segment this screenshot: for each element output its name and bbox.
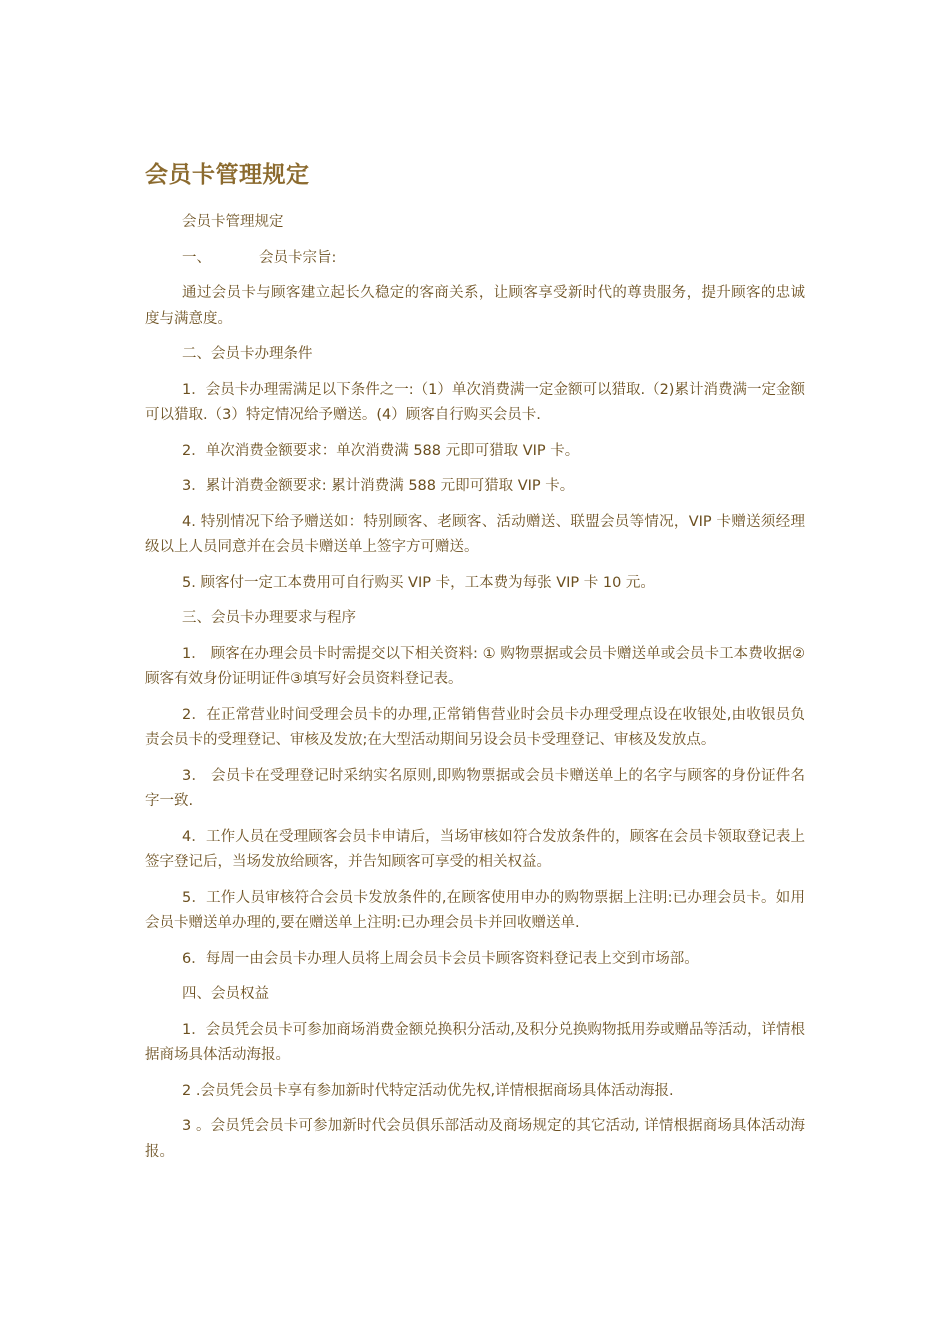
section3-item-6: 6．每周一由会员卡办理人员将上周会员卡会员卡顾客资料登记表上交到市场部。: [182, 950, 699, 967]
section2-item-2: 2．单次消费金额要求：单次消费满 588 元即可猎取 VIP 卡。: [182, 442, 580, 459]
section3-item-2: 2．在正常营业时间受理会员卡的办理,正常销售营业时会员卡办理受理点设在收银处,由收银员负责会员卡的受理登记、审核及发放;在大型活动期间另设会员卡受理登记、审核及发放点。: [145, 706, 805, 748]
section3-item-3: 3． 会员卡在受理登记时采纳实名原则,即购物票据或会员卡赠送单上的名字与顾客的身份证件名字一致.: [145, 767, 805, 809]
section4-item-3: 3 。会员凭会员卡可参加新时代会员俱乐部活动及商场规定的其它活动, 详情根据商场具体活动海报。: [145, 1118, 805, 1160]
section2-item-4: 4. 特别情况下给予赠送如：特别顾客、老顾客、活动赠送、联盟会员等情况，VIP 卡赠送须经理级以上人员同意并在会员卡赠送单上签字方可赠送。: [145, 513, 805, 555]
section2-heading: 二、会员卡办理条件: [182, 346, 313, 362]
section2-item-3: 3．累计消费金额要求: 累计消费满 588 元即可猎取 VIP 卡。: [182, 478, 575, 494]
section2-item-1: 1．会员卡办理需满足以下条件之一:（1）单次消费满一定金额可以猎取.（2)累计消费满一定金额可以猎取.（3）特定情况给予赠送。(4）顾客自行购买会员卡.: [145, 381, 805, 423]
document-body: [145, 210, 805, 1175]
section2-item-5: 5. 顾客付一定工本费用可自行购买 VIP 卡，工本费为每张 VIP 卡 10 元。: [182, 574, 655, 591]
section3-item-5: 5．工作人员审核符合会员卡发放条件的,在顾客使用申办的购物票据上注明:已办理会员卡。如用会员卡赠送单办理的,要在赠送单上注明:已办理会员卡并回收赠送单.: [145, 889, 805, 931]
section4-item-1: 1．会员凭会员卡可参加商场消费金额兑换积分活动,及积分兑换购物抵用券或赠品等活动，详情根据商场具体活动海报。: [145, 1021, 805, 1063]
section1-heading-text: 会员卡宗旨:: [259, 249, 337, 266]
section1-paragraph: 通过会员卡与顾客建立起长久稳定的客商关系，让顾客享受新时代的尊贵服务，提升顾客的忠诚度与满意度。: [145, 285, 805, 327]
section3-heading: 三、会员卡办理要求与程序: [182, 610, 356, 626]
document-subtitle: 会员卡管理规定: [182, 214, 284, 230]
section4-item-2: 2 .会员凭会员卡享有参加新时代特定活动优先权,详情根据商场具体活动海报.: [182, 1082, 674, 1099]
section4-heading: 四、会员权益: [182, 986, 269, 1002]
section3-item-1: 1． 顾客在办理会员卡时需提交以下相关资料: ① 购物票据或会员卡赠送单或会员卡工本费收据②顾客有效身份证明证件③填写好会员资料登记表。: [145, 645, 805, 687]
section3-item-4: 4．工作人员在受理顾客会员卡申请后，当场审核如符合发放条件的，顾客在会员卡领取登记表上签字登记后，当场发放给顾客，并告知顾客可享受的相关权益。: [145, 828, 805, 870]
section1-number: 一、: [182, 249, 211, 266]
document-title: 会员卡管理规定: [145, 162, 310, 188]
section1-heading: [145, 246, 805, 272]
